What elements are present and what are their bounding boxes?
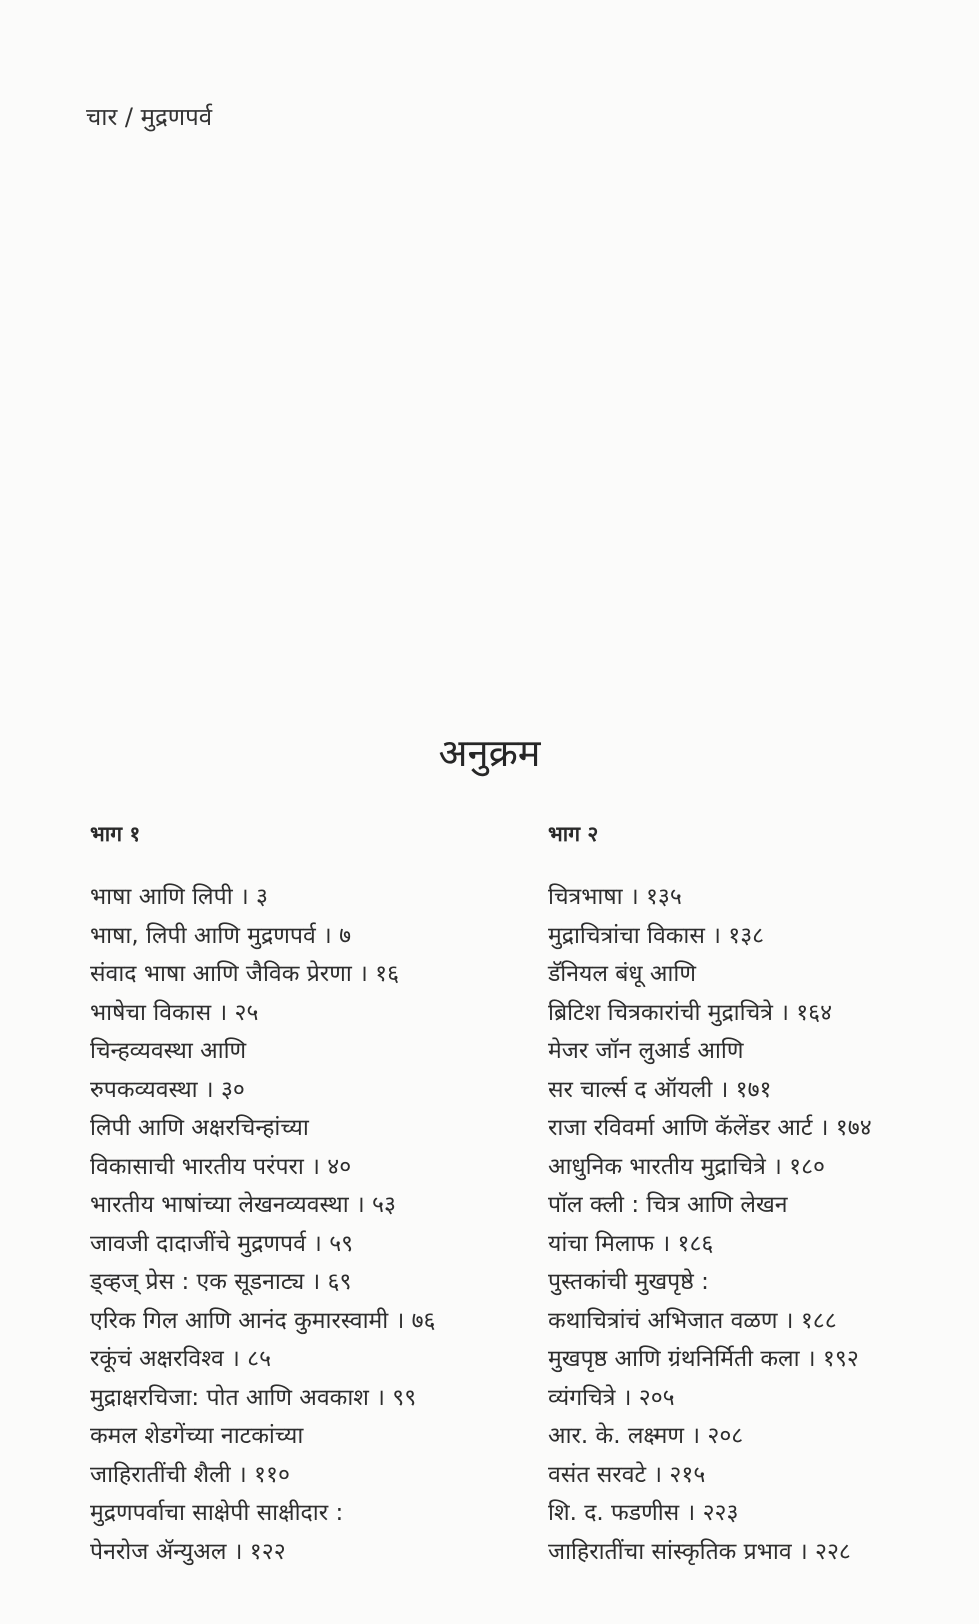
toc-entry: विकासाची भारतीय परंपरा । ४० (90, 1153, 352, 1180)
part-heading: भाग २ (548, 822, 599, 846)
page-title: अनुक्रम (438, 731, 541, 775)
toc-entry: जावजी दादाजींचे मुद्रणपर्व । ५९ (90, 1230, 354, 1257)
toc-entry: सर चार्ल्स द ऑयली । १७१ (548, 1076, 772, 1103)
toc-list (90, 878, 510, 1571)
toc-entry: शि. द. फडणीस । २२३ (548, 1500, 739, 1526)
toc-entry: भाषा आणि लिपी । ३ (90, 884, 268, 910)
toc-entry: व्यंगचित्रे । २०५ (548, 1384, 675, 1411)
part-heading: भाग १ (90, 822, 141, 846)
toc-column-part-1 (90, 820, 510, 1571)
toc-entry: संवाद भाषा आणि जैविक प्रेरणा । १६ (90, 961, 400, 987)
toc-entry: आधुनिक भारतीय मुद्राचित्रे । १८० (548, 1153, 826, 1180)
toc-entry: मुद्रणपर्वाचा साक्षेपी साक्षीदार : (90, 1500, 344, 1526)
toc-entry: भारतीय भाषांच्या लेखनव्यवस्था । ५३ (90, 1192, 396, 1218)
toc-entry: रुपकव्यवस्था । ३० (90, 1076, 245, 1103)
toc-entry: मुखपृष्ठ आणि ग्रंथनिर्मिती कला । १९२ (548, 1346, 859, 1372)
toc-entry: पॉल क्ली : चित्र आणि लेखन (548, 1192, 788, 1218)
toc-entry: भाषा, लिपी आणि मुद्रणपर्व । ७ (90, 922, 352, 949)
toc-column-part-2 (548, 820, 968, 1571)
toc-entry: भाषेचा विकास । २५ (90, 999, 259, 1026)
toc-entry: वसंत सरवटे । २१५ (548, 1461, 706, 1488)
toc-entry: ब्रिटिश चित्रकारांची मुद्राचित्रे । १६४ (548, 999, 833, 1026)
toc-entry: कमल शेडगेंच्या नाटकांच्या (90, 1423, 304, 1449)
toc-entry: चित्रभाषा । १३५ (548, 884, 682, 910)
toc-entry: कथाचित्रांचं अभिजात वळण । १८८ (548, 1307, 837, 1334)
toc-list (548, 878, 968, 1571)
toc-entry: यांचा मिलाफ । १८६ (548, 1230, 714, 1257)
toc-entry: पुस्तकांची मुखपृष्ठे : (548, 1269, 709, 1295)
toc-entry: रकूंचं अक्षरविश्व । ८५ (90, 1346, 272, 1372)
toc-entry: जाहिरातींची शैली । ११० (90, 1461, 290, 1488)
toc-entry: मुद्राक्षरचिजा: पोत आणि अवकाश । ९९ (90, 1384, 417, 1411)
toc-entry: राजा रविवर्मा आणि कॅलेंडर आर्ट । १७४ (548, 1115, 872, 1141)
toc-entry: डॅनियल बंधू आणि (548, 961, 696, 987)
toc-entry: लिपी आणि अक्षरचिन्हांच्या (90, 1115, 309, 1141)
toc-entry: आर. के. लक्ष्मण । २०८ (548, 1423, 744, 1449)
toc-entry: एरिक गिल आणि आनंद कुमारस्वामी । ७६ (90, 1307, 436, 1334)
toc-entry: मुद्राचित्रांचा विकास । १३८ (548, 922, 765, 949)
toc-entry: मेजर जॉन लुआर्ड आणि (548, 1038, 744, 1064)
running-header: चार / मुद्रणपर्व (86, 103, 213, 131)
toc-entry: पेनरोज ॲन्युअल । १२२ (90, 1538, 286, 1565)
toc-entry: ड्व्हज् प्रेस : एक सूडनाट्य । ६९ (90, 1269, 352, 1295)
toc-entry: जाहिरातींचा सांस्कृतिक प्रभाव । २२८ (548, 1538, 851, 1565)
toc-entry: चिन्हव्यवस्था आणि (90, 1038, 247, 1064)
